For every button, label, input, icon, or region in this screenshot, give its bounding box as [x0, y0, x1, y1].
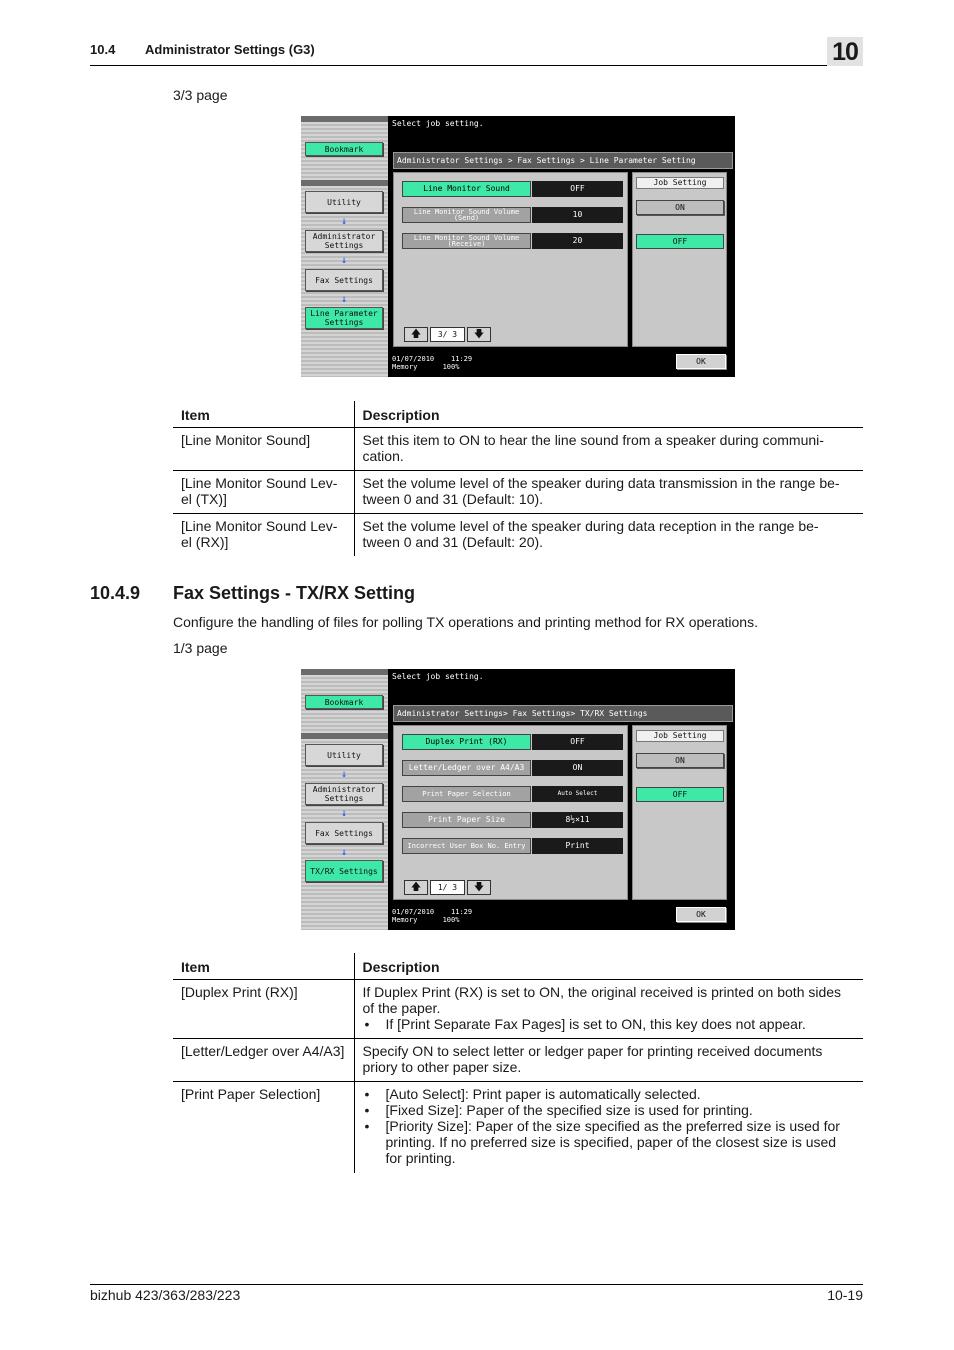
setting-row[interactable]	[402, 760, 624, 776]
setting-row[interactable]	[402, 233, 624, 249]
screen-breadcrumb: Administrator Settings> Fax Settings> TX/RX Settings	[393, 705, 733, 722]
utility-button[interactable]: Utility	[305, 191, 383, 213]
arrow-down-icon: ↓	[340, 808, 348, 819]
item-cell: [Line Monitor Sound Lev-el (RX)]	[173, 514, 354, 557]
off-button[interactable]: OFF	[636, 787, 724, 802]
table-row	[173, 471, 863, 514]
description-cell	[354, 1082, 863, 1173]
line-parameter-settings-button[interactable]: Line Parameter Settings	[305, 307, 383, 329]
control-panel-screen-txrx	[301, 669, 735, 930]
setting-row[interactable]	[402, 207, 624, 223]
txrx-settings-button[interactable]: TX/RX Settings	[305, 860, 383, 882]
line-monitor-sound-key[interactable]: Line Monitor Sound	[402, 181, 531, 197]
off-button[interactable]: OFF	[636, 234, 724, 249]
arrow-down-icon: ↓	[340, 216, 348, 227]
setting-row[interactable]	[402, 734, 624, 750]
screen-status-bar	[390, 352, 735, 377]
description-cell: Set the volume level of the speaker during data reception in the range be-tween 0 and 31 (Default: 20).	[362, 518, 819, 550]
setting-value: 10	[532, 207, 623, 223]
page-up-button[interactable]	[404, 880, 428, 895]
settings-list-panel	[393, 172, 628, 347]
job-setting-panel	[632, 172, 727, 347]
arrow-up-icon: 🡅	[410, 882, 422, 893]
table-header-row	[173, 401, 863, 428]
setting-value: Auto Select	[532, 786, 623, 802]
administrator-settings-button[interactable]: Administrator Settings	[305, 783, 383, 805]
setting-row[interactable]	[402, 812, 624, 828]
table-row	[173, 514, 863, 557]
on-button[interactable]: ON	[636, 200, 724, 215]
column-header-item: Item	[173, 953, 354, 980]
line-monitor-volume-receive-key[interactable]: Line Monitor Sound Volume (Receive)	[402, 233, 531, 249]
bookmark-button[interactable]: Bookmark	[305, 695, 383, 709]
description-text: If Duplex Print (RX) is set to ON, the original received is printed on both sides of the paper.	[362, 984, 842, 1016]
item-cell: [Line Monitor Sound]	[173, 428, 354, 471]
setting-row[interactable]	[402, 181, 624, 197]
control-panel-screen-line-parameter	[301, 116, 735, 377]
screen-message: Select job setting.	[392, 672, 484, 681]
column-header-description: Description	[354, 953, 863, 980]
fax-settings-button[interactable]: Fax Settings	[305, 822, 383, 844]
item-cell: [Letter/Ledger over A4/A3]	[173, 1039, 354, 1082]
table-row	[173, 980, 863, 1039]
arrow-down-icon: ↓	[340, 294, 348, 305]
arrow-down-icon: 🡇	[473, 329, 485, 340]
screen-sidebar	[301, 669, 388, 930]
status-date: 01/07/2010	[392, 355, 435, 363]
ok-button[interactable]: OK	[676, 354, 726, 369]
job-setting-panel	[632, 725, 727, 900]
setting-value: OFF	[532, 734, 623, 750]
column-header-item: Item	[173, 401, 354, 428]
memory-percent: 100%	[442, 916, 460, 924]
table-row	[173, 1039, 863, 1082]
utility-button[interactable]: Utility	[305, 744, 383, 766]
page-indicator-label: 3/3 page	[173, 87, 228, 103]
ok-button[interactable]: OK	[676, 907, 726, 922]
setting-value: 20	[532, 233, 623, 249]
page-footer	[90, 1284, 863, 1303]
arrow-up-icon: 🡅	[410, 329, 422, 340]
memory-label: Memory	[392, 363, 418, 371]
fax-settings-button[interactable]: Fax Settings	[305, 269, 383, 291]
status-time: 11:29	[451, 908, 473, 916]
section-intro: Configure the handling of files for polling TX operations and printing method for RX operations.	[173, 614, 758, 630]
setting-value: OFF	[532, 181, 623, 197]
table-row	[173, 428, 863, 471]
column-header-description: Description	[354, 401, 863, 428]
page-counter: 1/ 3	[430, 880, 465, 895]
section-heading	[90, 583, 415, 604]
line-monitor-table	[173, 401, 863, 556]
job-setting-title: Job Setting	[636, 177, 724, 189]
screen-status-bar	[390, 905, 735, 930]
chapter-number-tab: 10	[827, 37, 863, 66]
arrow-down-icon: ↓	[340, 255, 348, 266]
screen-breadcrumb: Administrator Settings > Fax Settings > Line Parameter Setting	[393, 152, 733, 169]
print-paper-size-key[interactable]: Print Paper Size	[402, 812, 531, 828]
on-button[interactable]: ON	[636, 753, 724, 768]
bookmark-button[interactable]: Bookmark	[305, 142, 383, 156]
status-date: 01/07/2010	[392, 908, 435, 916]
duplex-print-rx-key[interactable]: Duplex Print (RX)	[402, 734, 531, 750]
arrow-down-icon: ↓	[340, 769, 348, 780]
setting-row[interactable]	[402, 838, 624, 854]
description-cell: Set the volume level of the speaker during data transmission in the range be-tween 0 and 31 (Default: 10).	[354, 471, 863, 514]
memory-label: Memory	[392, 916, 418, 924]
description-cell: Set this item to ON to hear the line sound from a speaker during communi-cation.	[354, 428, 863, 471]
screen-message: Select job setting.	[392, 119, 484, 128]
line-monitor-volume-send-key[interactable]: Line Monitor Sound Volume (Send)	[402, 207, 531, 223]
job-setting-title: Job Setting	[636, 730, 724, 742]
bullet-list	[363, 1016, 856, 1032]
arrow-down-icon: ↓	[340, 847, 348, 858]
txrx-settings-table	[173, 953, 863, 1173]
list-item: • If [Print Separate Fax Pages] is set to ON, this key does not appear.	[363, 1016, 856, 1032]
setting-row[interactable]	[402, 786, 624, 802]
page-down-button[interactable]	[467, 327, 491, 342]
page-up-button[interactable]	[404, 327, 428, 342]
section-number: 10.4.9	[90, 583, 141, 603]
description-cell	[354, 980, 863, 1039]
footer-page-number: 10-19	[827, 1287, 863, 1303]
page-indicator-label: 1/3 page	[173, 640, 228, 656]
description-cell: Specify ON to select letter or ledger paper for printing received documents priory to other paper size.	[354, 1039, 863, 1082]
bullet-list	[363, 1086, 856, 1166]
table-header-row	[173, 953, 863, 980]
list-item: • [Auto Select]: Print paper is automatically selected.	[363, 1086, 856, 1102]
item-cell: [Line Monitor Sound Lev-el (TX)]	[173, 471, 354, 514]
screen-sidebar	[301, 116, 388, 377]
memory-percent: 100%	[442, 363, 460, 371]
status-time: 11:29	[451, 355, 473, 363]
page-down-button[interactable]	[467, 880, 491, 895]
settings-list-panel	[393, 725, 628, 900]
print-paper-selection-key[interactable]: Print Paper Selection	[402, 786, 531, 802]
header-section-number: 10.4	[90, 42, 116, 57]
section-title: Fax Settings - TX/RX Setting	[173, 583, 416, 603]
administrator-settings-button[interactable]: Administrator Settings	[305, 230, 383, 252]
table-row	[173, 1082, 863, 1173]
setting-value: ON	[532, 760, 623, 776]
item-cell: [Duplex Print (RX)]	[173, 980, 354, 1039]
list-item: • [Priority Size]: Paper of the size specified as the preferred size is used for printing. If no preferred size is specified, paper of the closest size is used for printing.	[363, 1118, 856, 1166]
footer-model: bizhub 423/363/283/223	[90, 1287, 241, 1303]
header-title: Administrator Settings (G3)	[145, 42, 315, 57]
list-item: • [Fixed Size]: Paper of the specified size is used for printing.	[363, 1102, 856, 1118]
setting-value: Print	[532, 838, 623, 854]
page-counter: 3/ 3	[430, 327, 465, 342]
arrow-down-icon: 🡇	[473, 882, 485, 893]
running-header	[90, 38, 863, 66]
setting-value: 8½×11	[532, 812, 623, 828]
incorrect-user-box-key[interactable]: Incorrect User Box No. Entry	[402, 838, 531, 854]
letter-ledger-key[interactable]: Letter/Ledger over A4/A3	[402, 760, 531, 776]
item-cell: [Print Paper Selection]	[173, 1082, 354, 1173]
